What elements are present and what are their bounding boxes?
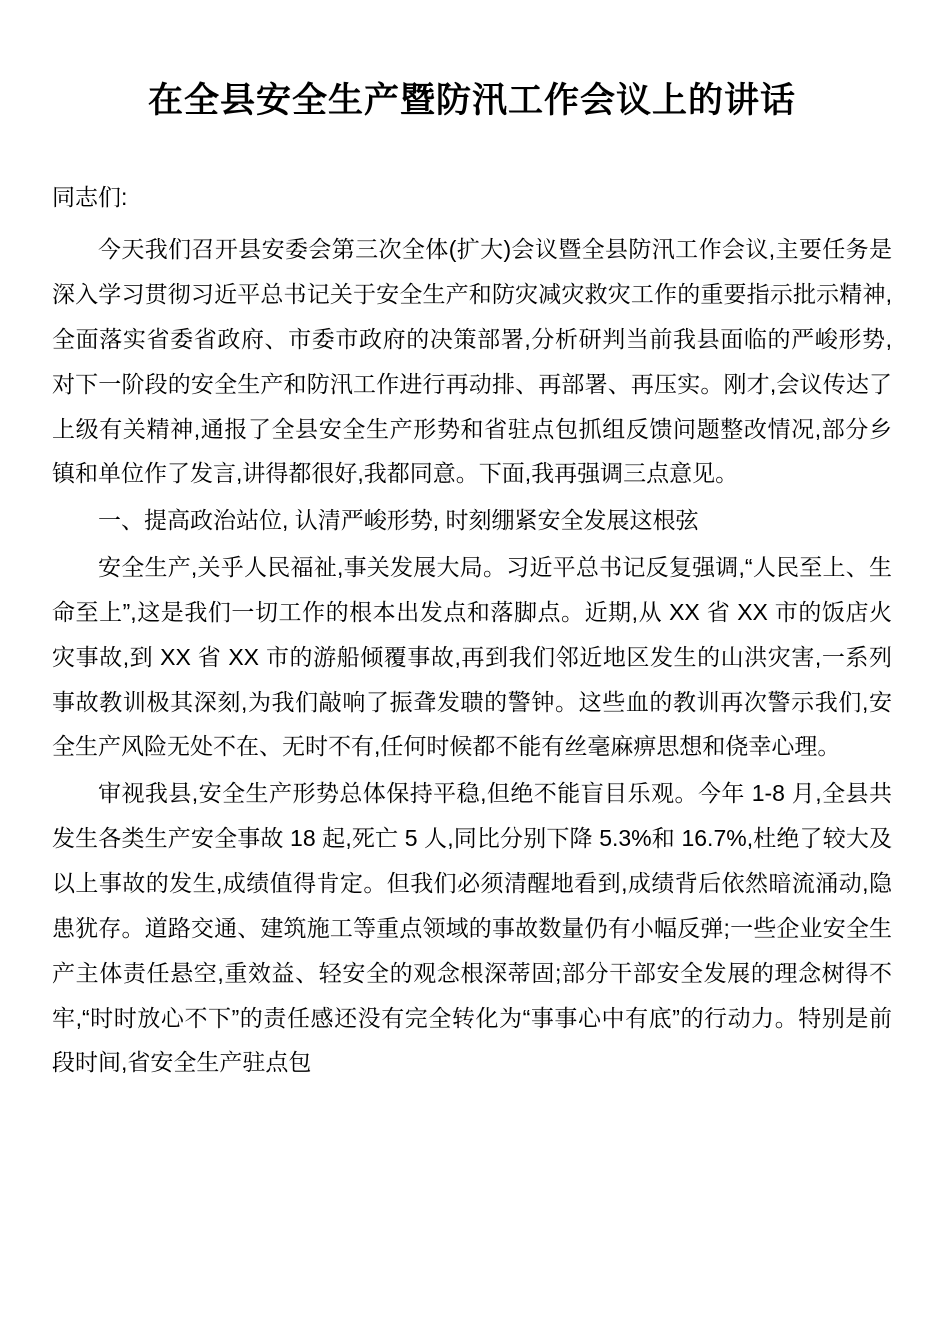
section-heading-1: 一、提高政治站位, 认清严峻形势, 时刻绷紧安全发展这根弦 (98, 507, 699, 534)
paragraph-county-review: 审视我县,安全生产形势总体保持平稳,但绝不能盲目乐观。今年 1-8 月,全县共发生各类生产安全事故 18 起,死亡 5 人,同比分别下降 5.3%和 16.7%,杜绝了较大及以上事故的发生,成绩值得肯定。但我们必须清醒地看到,成绩背后依然暗流涌动,隐患犹存。道路交通、建筑施工等重点领域的事故数量仍有小幅反弹;一些企业安全生产主体责任悬空,重效益、轻安全的观念根深蒂固;部分干部安全发展的理念树得不牢,“时时放心不下”的责任感还没有完全转化为“事事心中有底”的行动力。特别是前段时间,省安全生产驻点包 (52, 780, 892, 1076)
paragraph-intro: 今天我们召开县安委会第三次全体(扩大)会议暨全县防汛工作会议,主要任务是深入学习贯彻习近平总书记关于安全生产和防灾减灾救灾工作的重要指示批示精神,全面落实省委省政府、市委市政府的决策部署,分析研判当前我县面临的严峻形势,对下一阶段的安全生产和防汛工作进行再动排、再部署、再压实。刚才,会议传达了上级有关精神,通报了全县安全生产形势和省驻点包抓组反馈问题整改情况,部分乡镇和单位作了发言,讲得都很好,我都同意。下面,我再强调三点意见。 (52, 236, 892, 487)
paragraph-safety-production: 安全生产,关乎人民福祉,事关发展大局。习近平总书记反复强调,“人民至上、生命至上”,这是我们一切工作的根本出发点和落脚点。近期,从 XX 省 XX 市的饭店火灾事故,到 XX 省 XX 市的游船倾覆事故,再到我们邻近地区发生的山洪灾害,一系列事故教训极其深刻,为我们敲响了振聋发聩的警钟。这些血的教训再次警示我们,安全生产风险无处不在、无时不有,任何时候都不能有丝毫麻痹思想和侥幸心理。 (52, 554, 892, 760)
salutation: 同志们: (52, 183, 128, 210)
page-title: 在全县安全生产暨防汛工作会议上的讲话 (147, 81, 796, 120)
